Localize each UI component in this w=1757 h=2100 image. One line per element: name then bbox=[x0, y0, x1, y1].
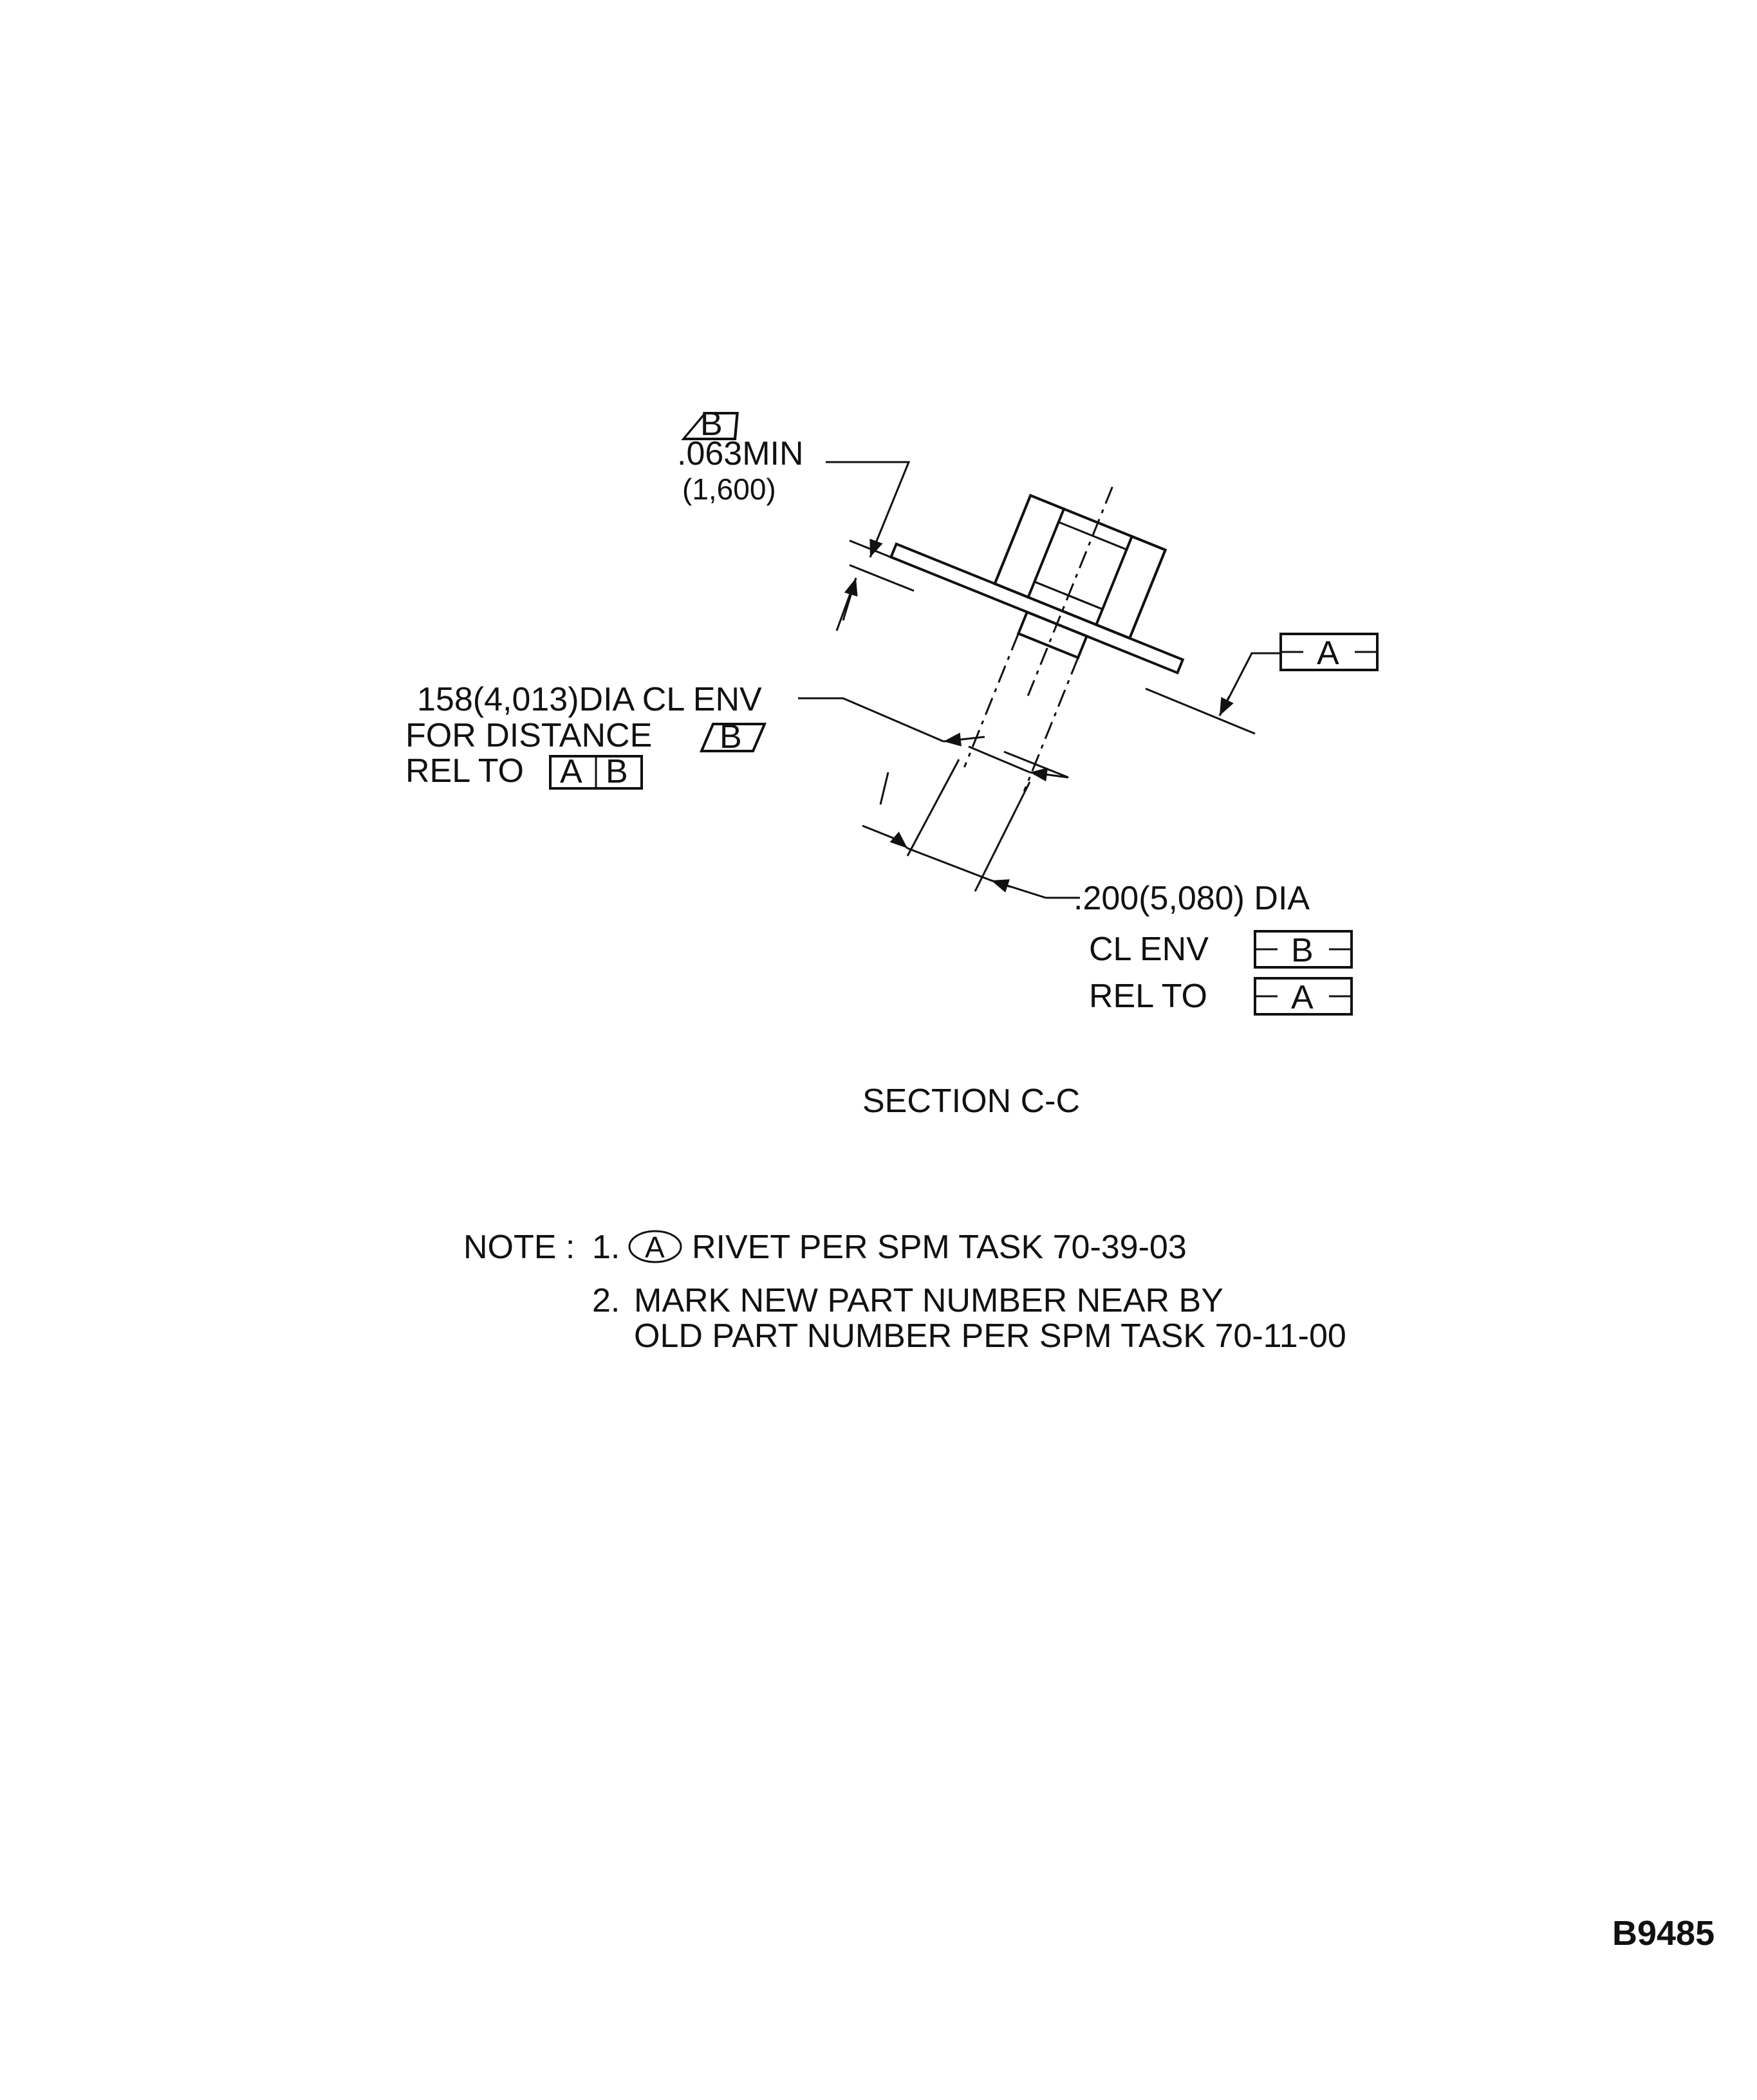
note-2-line1: MARK NEW PART NUMBER NEAR BY bbox=[634, 1282, 1223, 1319]
inner-env-leader bbox=[798, 698, 944, 741]
outer-env-box: B bbox=[1291, 932, 1314, 969]
flange-dim-metric: (1,600) bbox=[682, 472, 776, 506]
inner-env-tag: B bbox=[720, 718, 742, 756]
outer-rel-label: REL TO bbox=[1089, 978, 1208, 1015]
note-1-number: 1. bbox=[592, 1229, 620, 1266]
flange-dim-text: .063MIN bbox=[677, 435, 804, 472]
flange-plate bbox=[891, 544, 1182, 673]
figure-id: B9485 bbox=[1612, 1914, 1715, 1953]
outer-env-label: CL ENV bbox=[1089, 931, 1209, 968]
inner-env-line3: REL TO bbox=[405, 752, 525, 790]
note-2-line2: OLD PART NUMBER PER SPM TASK 70-11-00 bbox=[634, 1317, 1346, 1355]
flange-dim-leader bbox=[826, 462, 909, 552]
part-section bbox=[828, 420, 1233, 828]
body-left-wall bbox=[995, 496, 1064, 597]
datum-a-leader bbox=[1220, 653, 1281, 716]
datum-b-tag: B bbox=[700, 405, 723, 443]
note-1-text: RIVET PER SPM TASK 70-39-03 bbox=[692, 1229, 1187, 1266]
outer-rel-box: A bbox=[1291, 979, 1314, 1016]
inner-env-box-a: A bbox=[560, 753, 582, 790]
insert-centerline bbox=[1028, 487, 1112, 696]
inner-env-line1: 158(4,013)DIA CL ENV bbox=[417, 681, 762, 718]
shank-collar bbox=[1018, 612, 1086, 658]
inner-env-line2: FOR DISTANCE bbox=[405, 717, 653, 754]
note-prefix: NOTE : bbox=[463, 1229, 575, 1266]
note-1-symbol: A bbox=[645, 1231, 665, 1264]
inner-env-box-b: B bbox=[606, 753, 628, 790]
outer-dia-leader bbox=[991, 880, 1080, 898]
note-2-number: 2. bbox=[592, 1282, 620, 1319]
datum-a-label: A bbox=[1317, 635, 1339, 672]
section-title: SECTION C-C bbox=[862, 1083, 1080, 1120]
body-right-wall bbox=[1096, 536, 1165, 638]
outer-dia-text: .200(5,080) DIA bbox=[1074, 880, 1310, 917]
